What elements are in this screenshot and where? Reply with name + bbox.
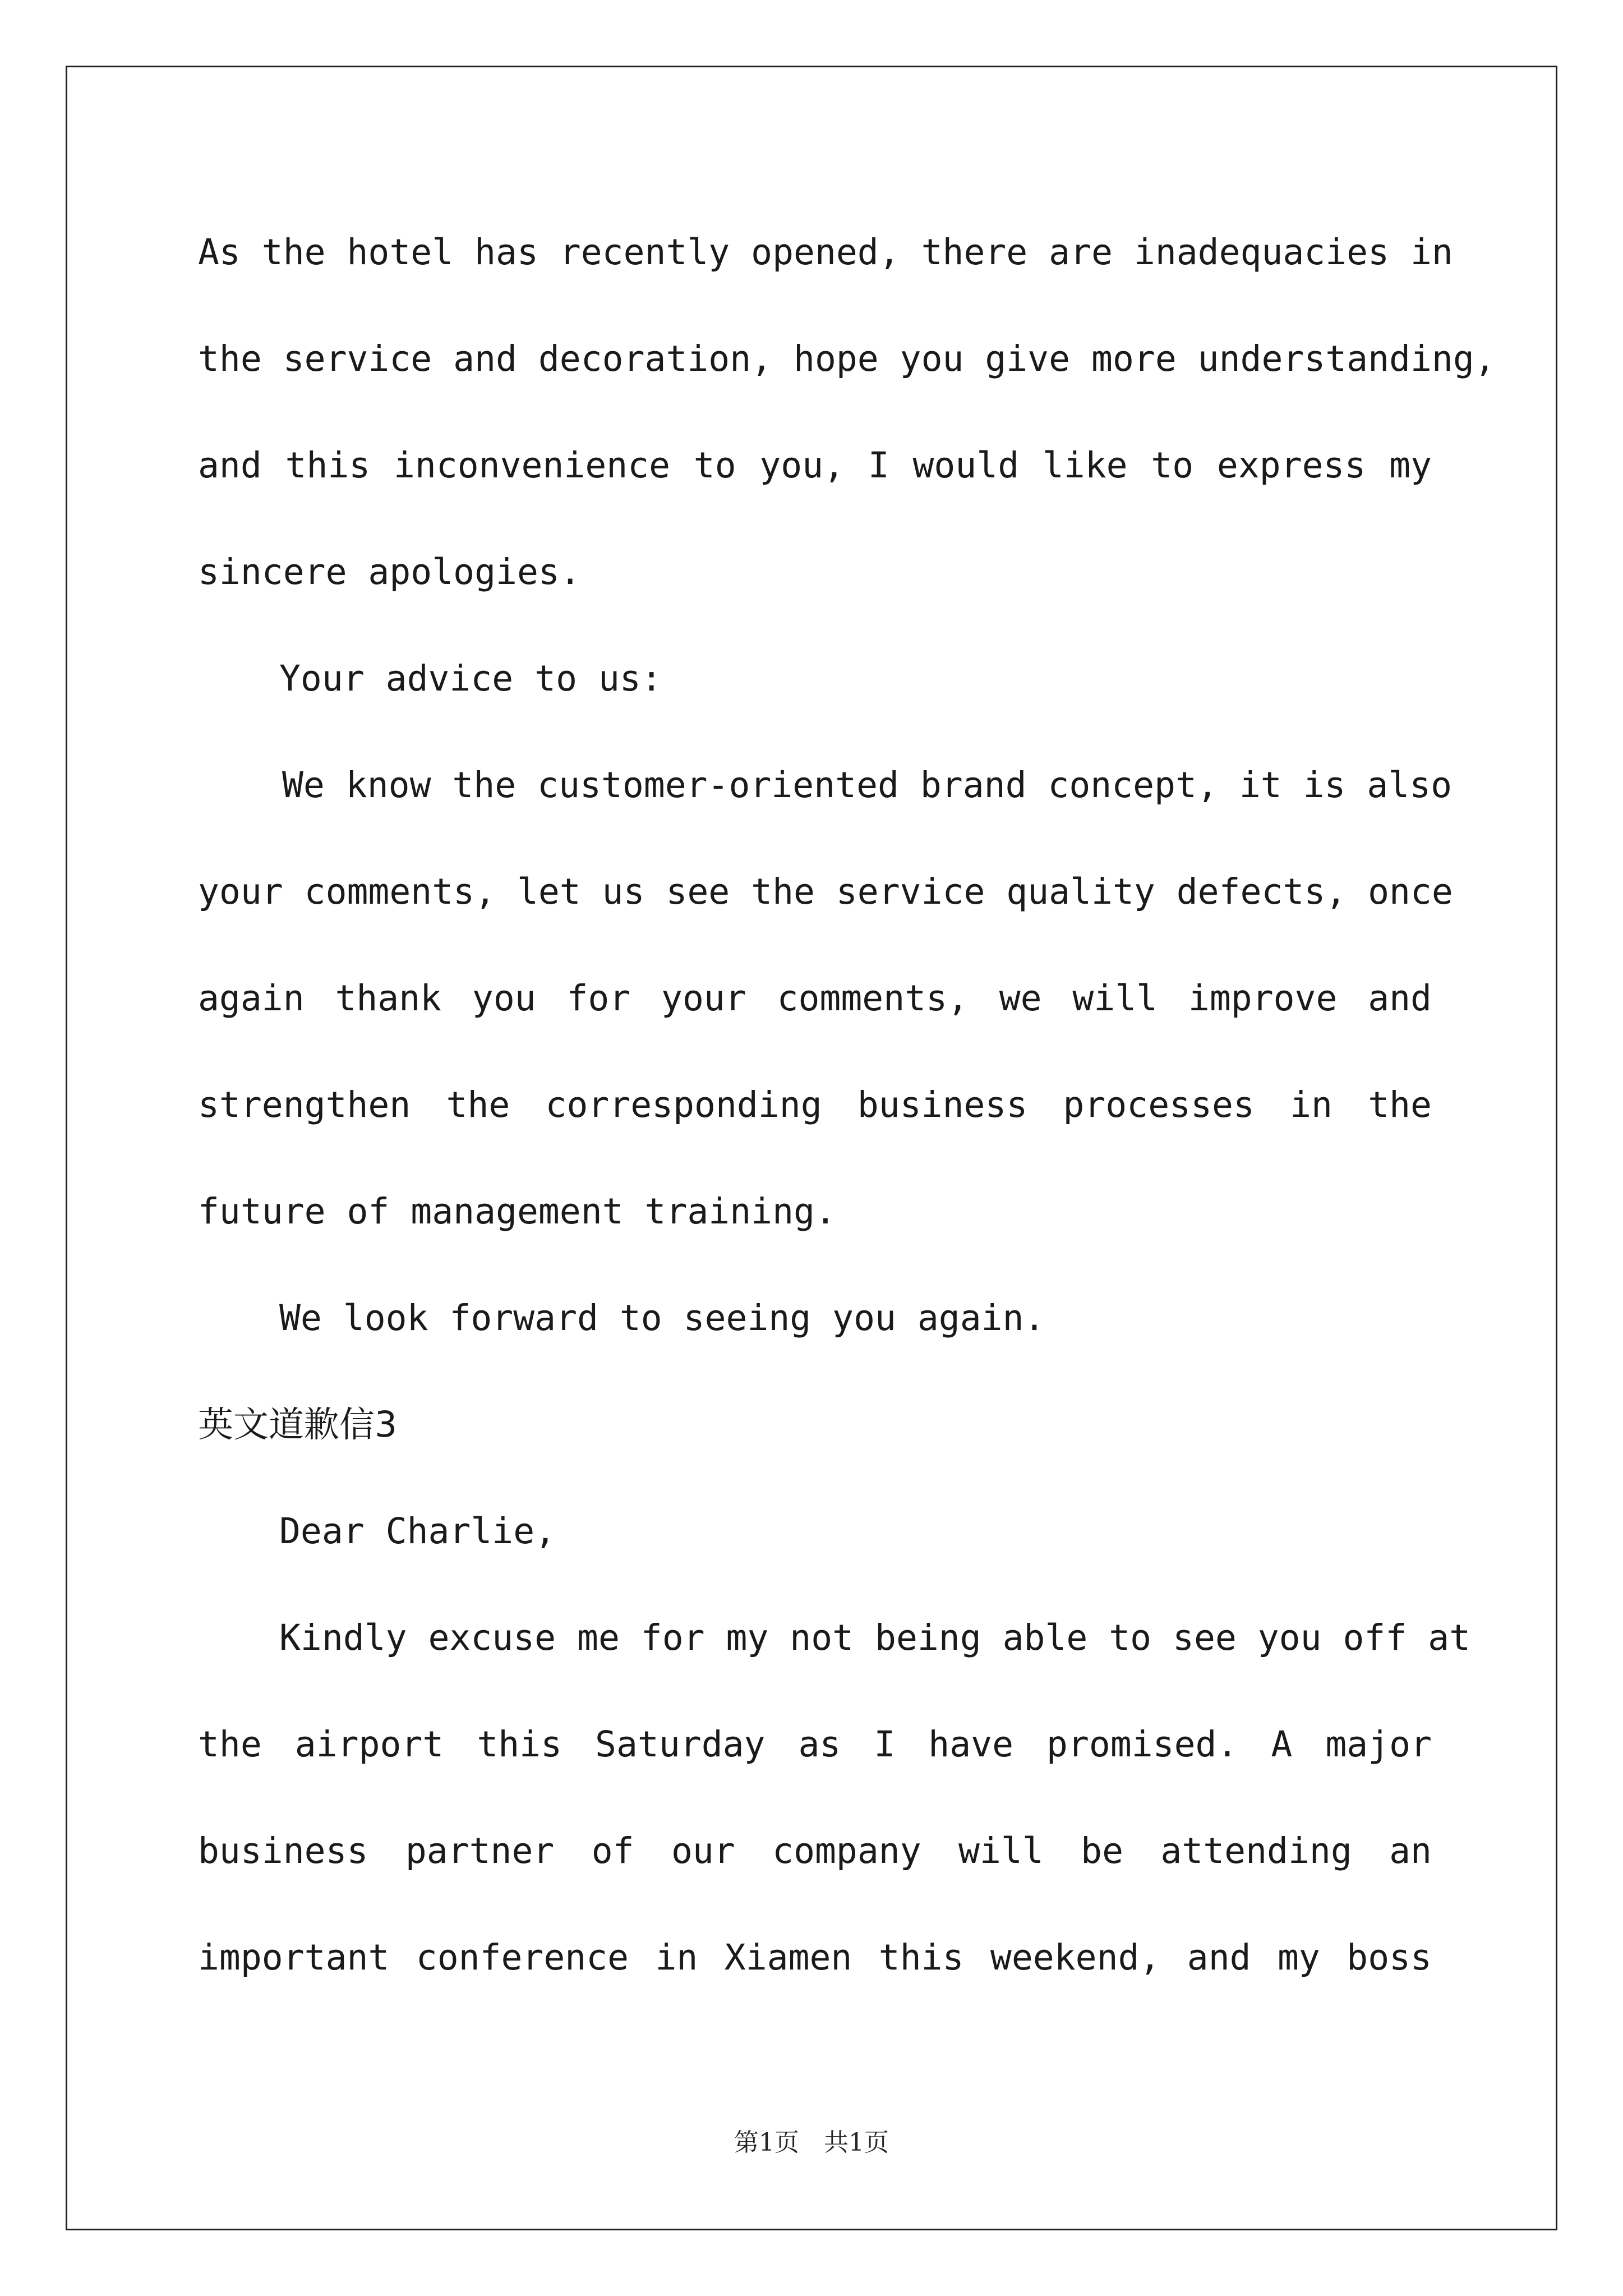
paragraph-line: future of management training.	[198, 1191, 836, 1232]
paragraph-line: strengthen the corresponding business processes in the	[198, 1084, 1432, 1125]
paragraph-line: business partner of our company will be attending an	[198, 1830, 1432, 1871]
paragraph-line: sincere apologies.	[198, 551, 581, 592]
paragraph-line: the airport this Saturday as I have promised. A major	[198, 1724, 1432, 1765]
page-border	[66, 66, 1557, 2230]
paragraph-line: Your advice to us:	[279, 658, 662, 699]
section-heading: 英文道歉信3	[198, 1404, 398, 1445]
page-number-footer: 第1页 共1页	[734, 2128, 889, 2157]
paragraph-line: We know the customer-oriented brand concept, it is also	[282, 765, 1453, 806]
paragraph-line: again thank you for your comments, we will improve and	[198, 978, 1432, 1019]
paragraph-line: and this inconvenience to you, I would like to express my	[198, 445, 1432, 486]
salutation: Dear Charlie,	[279, 1511, 556, 1552]
paragraph-line: As the hotel has recently opened, there are inadequacies in	[198, 232, 1453, 273]
paragraph-line: your comments, let us see the service quality defects, once	[198, 871, 1453, 912]
paragraph-line: important conference in Xiamen this weekend, and my boss	[198, 1937, 1432, 1978]
paragraph-line: Kindly excuse me for my not being able to see you off at	[279, 1617, 1471, 1658]
paragraph-line: the service and decoration, hope you give more understanding,	[198, 338, 1496, 379]
paragraph-line: We look forward to seeing you again.	[279, 1297, 1045, 1338]
